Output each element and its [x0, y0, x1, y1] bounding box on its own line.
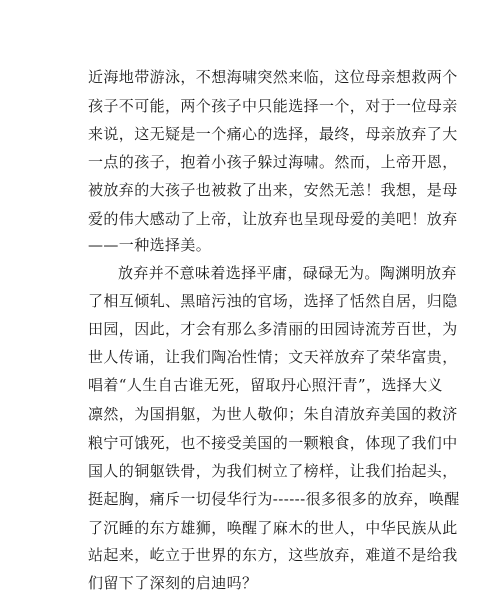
paragraph-start-line: 放弃并不意味着选择平庸，碌碌无为。陶渊明放弃: [118, 264, 457, 282]
text-line: 了相互倾轧、黑暗污浊的官场，选择了恬然自居，归隐: [88, 292, 458, 310]
text-line: 唱着“人生自古谁无死，留取丹心照汗青”，选择大义: [88, 376, 443, 394]
text-line: 孩子不可能，两个孩子中只能选择一个，对于一位母亲: [88, 97, 458, 115]
text-line: 来说，这无疑是一个痛心的选择，最终，母亲放弃了大: [88, 125, 458, 143]
text-line: 了沉睡的东方雄狮，唤醒了麻木的世人，中华民族从此: [88, 519, 458, 537]
text-line: 被放弃的大孩子也被救了出来，安然无恙！我想，是母: [88, 181, 458, 199]
text-line: 一点的孩子，抱着小孩子躲过海啸。然而，上帝开恩，: [88, 153, 458, 171]
text-line: 世人传诵，让我们陶冶性情；文天祥放弃了荣华富贵，: [88, 348, 458, 366]
text-line: 挺起胸，痛斥一切侵华行为------很多很多的放弃，唤醒: [88, 490, 460, 508]
text-line: 爱的伟大感动了上帝，让放弃也呈现母爱的美吧！放弃: [88, 210, 458, 228]
text-line: ——一种选择美。: [88, 236, 212, 254]
text-line: 们留下了深刻的启迪吗？: [88, 574, 258, 592]
text-line: 国人的铜躯铁骨，为我们树立了榜样，让我们抬起头，: [88, 462, 458, 480]
text-line: 站起来，屹立于世界的东方，这些放弃，难道不是给我: [88, 546, 458, 564]
text-line: 凛然，为国捐躯，为世人敬仰；朱自清放弃美国的救济: [88, 405, 458, 423]
text-line: 近海地带游泳，不想海啸突然来临，这位母亲想救两个: [88, 68, 458, 86]
text-line: 田园，因此，才会有那么多清丽的田园诗流芳百世，为: [88, 320, 458, 338]
text-line: 粮宁可饿死，也不接受美国的一颗粮食，体现了我们中: [88, 434, 458, 452]
